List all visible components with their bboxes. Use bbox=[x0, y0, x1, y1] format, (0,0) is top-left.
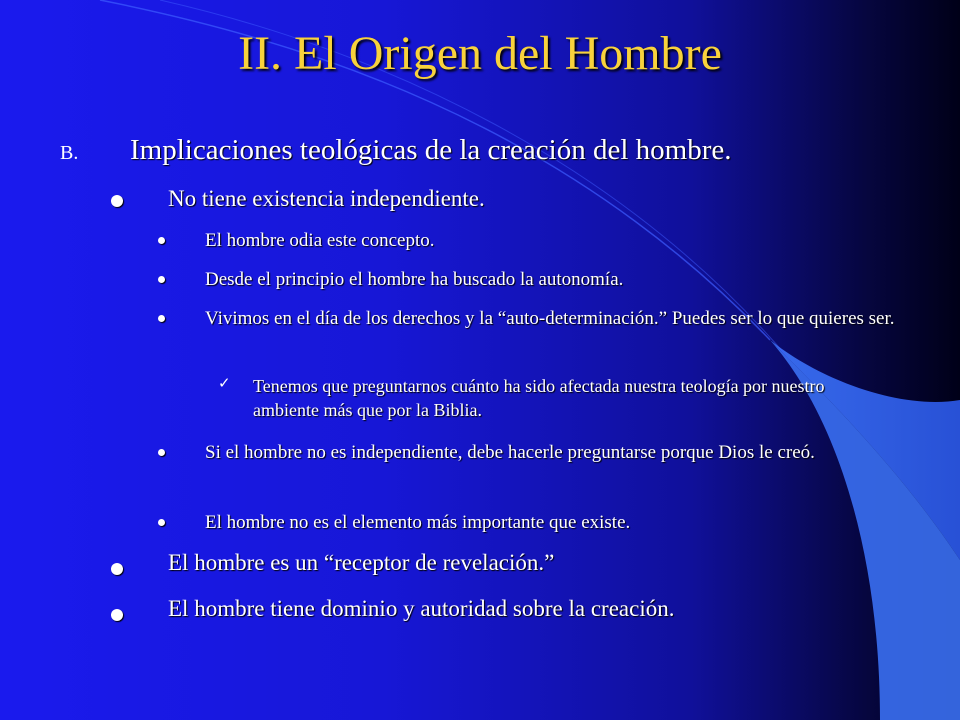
heading-marker: B. bbox=[60, 142, 79, 164]
check-mark-icon: ✓ bbox=[218, 376, 231, 392]
point-1-sub-4: Si el hombre no es independiente, debe hacerle preguntarse porque Dios le creó. bbox=[205, 442, 815, 463]
bullet-dot-icon bbox=[111, 609, 123, 621]
point-1-text: No tiene existencia independiente. bbox=[168, 186, 485, 211]
sub-bullet-icon bbox=[158, 519, 165, 526]
sub-bullet-icon bbox=[158, 449, 165, 456]
slide-title: II. El Origen del Hombre bbox=[238, 27, 722, 80]
bullet-dot-icon bbox=[111, 563, 123, 575]
sub-bullet-icon bbox=[158, 315, 165, 322]
point-1-sub-2: Desde el principio el hombre ha buscado la autonomía. bbox=[205, 269, 624, 290]
point-1-sub-5: El hombre no es el elemento más importante que existe. bbox=[205, 512, 631, 533]
point-3-text: El hombre tiene dominio y autoridad sobre la creación. bbox=[168, 596, 675, 621]
point-1-sub-3-note: Tenemos que preguntarnos cuánto ha sido afectada nuestra teología por nuestro ambiente más que por la Biblia. bbox=[253, 376, 825, 420]
section-heading: Implicaciones teológicas de la creación del hombre. bbox=[130, 134, 732, 166]
sub-bullet-icon bbox=[158, 237, 165, 244]
point-1-sub-1: El hombre odia este concepto. bbox=[205, 230, 435, 251]
point-2-text: El hombre es un “receptor de revelación.” bbox=[168, 550, 555, 575]
point-1-sub-3: Vivimos en el día de los derechos y la “auto-determinación.” Puedes ser lo que quieres ser. bbox=[205, 308, 895, 329]
sub-bullet-icon bbox=[158, 276, 165, 283]
bullet-dot-icon bbox=[111, 195, 123, 207]
